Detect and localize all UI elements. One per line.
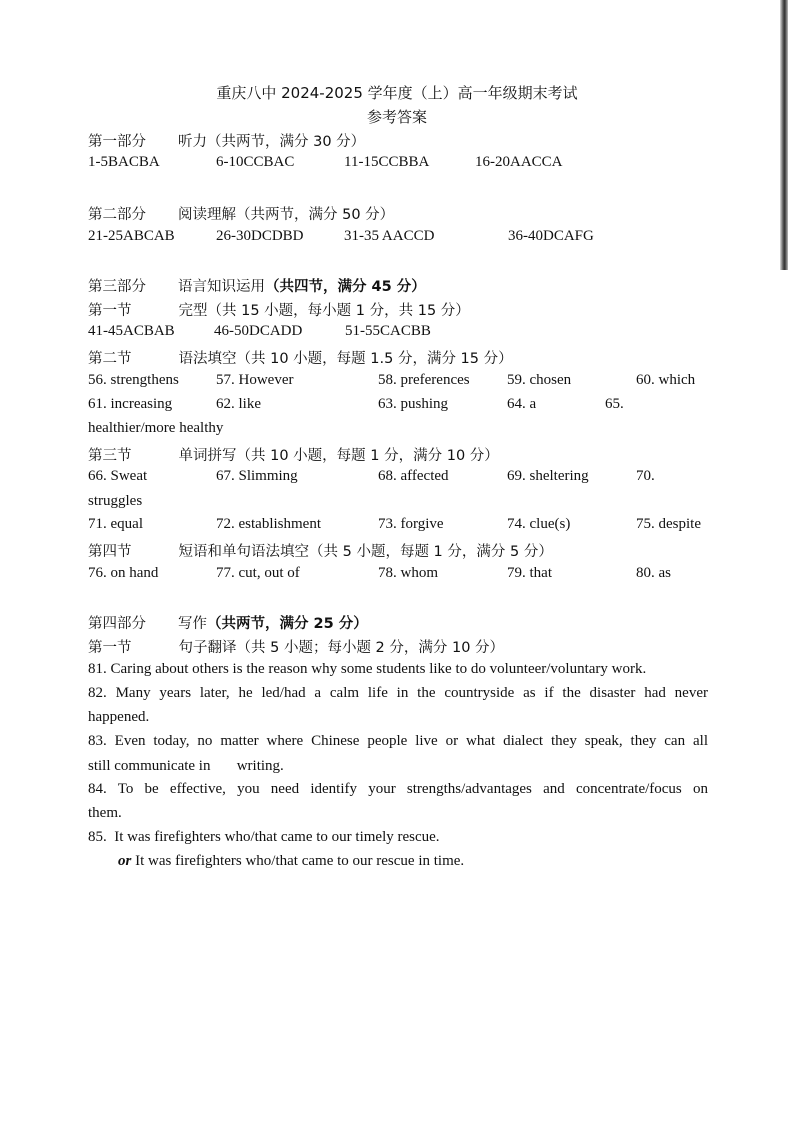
answer-item: 61. increasing	[88, 396, 173, 412]
translation-82-line1: 82. Many years later, he led/had a calm life in the countryside as if the disaster had never	[88, 685, 708, 701]
answer-group: 26-30DCDBD	[216, 228, 304, 244]
answer-item: 63. pushing	[378, 396, 449, 412]
answer-item: 64. a	[507, 396, 537, 412]
answer-group: 46-50DCADD	[214, 323, 303, 339]
or-label: or	[118, 853, 132, 869]
answer-item: 59. chosen	[507, 372, 572, 388]
part3-sec1-heading	[88, 299, 470, 320]
document-title: 重庆八中 2024-2025 学年度（上）高一年级期末考试	[216, 84, 578, 102]
answer-item: 68. affected	[378, 468, 449, 484]
part3-sec2-row2	[88, 396, 768, 418]
translation-81: 81. Caring about others is the reason why some students like to do volunteer/voluntary work.	[88, 661, 647, 677]
part3-sec3-heading	[88, 444, 499, 465]
answer-item: 70.	[636, 468, 655, 484]
part3-sec2-row1	[88, 372, 768, 394]
part3-label: 第三部分	[88, 279, 146, 295]
part3-sec2-heading	[88, 347, 513, 368]
answer-item: 74. clue(s)	[507, 516, 571, 532]
part1-answers	[88, 154, 768, 176]
answer-item: 71. equal	[88, 516, 143, 532]
answer-item: 79. that	[507, 565, 552, 581]
part2-heading	[88, 203, 394, 224]
part3-heading	[88, 275, 426, 296]
answer-group: 16-20AACCA	[475, 154, 563, 170]
part4-label: 第四部分	[88, 616, 146, 632]
part4-heading	[88, 612, 368, 633]
answer-item: 78. whom	[378, 565, 438, 581]
answer-item: 57. However	[216, 372, 294, 388]
part3-sec4-row1	[88, 565, 768, 587]
translation-85-alt-text: It was firefighters who/that came to our rescue in time.	[131, 853, 465, 869]
part2-label: 第二部分	[88, 207, 146, 223]
part3-sec4-heading	[88, 540, 553, 561]
part3-desc-bold: （共四节，满分 45 分）	[265, 279, 426, 295]
translation-83-line2: still communicate in writing.	[88, 758, 284, 774]
part4-desc-bold: （共两节，满分 25 分）	[207, 616, 368, 632]
part3-sec3-row1	[88, 468, 768, 490]
part1-label: 第一部分	[88, 134, 146, 150]
part4-desc: 写作	[178, 616, 207, 632]
answer-item: 62. like	[216, 396, 261, 412]
answer-continuation: healthier/more healthy	[88, 420, 224, 436]
answer-group: 41-45ACBAB	[88, 323, 175, 339]
sec1-label: 第一节	[88, 640, 132, 656]
document-subtitle: 参考答案	[366, 108, 427, 126]
part3-desc: 语言知识运用	[178, 279, 265, 295]
translation-85-alternative	[118, 853, 464, 870]
answer-item: 80. as	[636, 565, 671, 581]
scan-edge-shadow	[780, 0, 788, 270]
answer-group: 51-55CACBB	[345, 323, 431, 339]
part1-desc: 听力（共两节，满分 30 分）	[178, 134, 366, 150]
translation-82-line2: happened.	[88, 709, 150, 725]
answer-item: 60. which	[636, 372, 696, 388]
answer-item: 69. sheltering	[507, 468, 589, 484]
sec2-label: 第二节	[88, 351, 132, 367]
sec4-label: 第四节	[88, 544, 132, 560]
sec4-desc: 短语和单句语法填空（共 5 小题，每题 1 分，满分 5 分）	[178, 544, 553, 560]
answer-item: 77. cut, out of	[216, 565, 300, 581]
translation-83-line1: 83. Even today, no matter where Chinese people live or what dialect they speak, they can all	[88, 733, 708, 749]
answer-group: 31-35 AACCD	[344, 228, 435, 244]
answer-item: 67. Slimming	[216, 468, 298, 484]
translation-85: 85. It was firefighters who/that came to our timely rescue.	[88, 829, 440, 845]
part3-sec1-answers	[88, 323, 768, 345]
answer-item: 58. preferences	[378, 372, 470, 388]
sec1-desc: 句子翻译（共 5 小题；每小题 2 分，满分 10 分）	[178, 640, 505, 656]
part2-desc: 阅读理解（共两节，满分 50 分）	[178, 207, 395, 223]
translation-84-line2: them.	[88, 805, 122, 821]
part4-sec1-heading	[88, 636, 504, 657]
answer-item: 75. despite	[636, 516, 701, 532]
sec3-desc: 单词拼写（共 10 小题，每题 1 分，满分 10 分）	[178, 448, 499, 464]
answer-group: 21-25ABCAB	[88, 228, 175, 244]
sec3-label: 第三节	[88, 448, 132, 464]
sec2-desc: 语法填空（共 10 小题，每题 1.5 分，满分 15 分）	[178, 351, 513, 367]
sec1-desc: 完型（共 15 小题，每小题 1 分，共 15 分）	[178, 303, 470, 319]
answer-group: 1-5BACBA	[88, 154, 160, 170]
answer-group: 6-10CCBAC	[216, 154, 295, 170]
answer-item: 76. on hand	[88, 565, 159, 581]
answer-item: 66. Sweat	[88, 468, 148, 484]
part2-answers	[88, 228, 768, 250]
part3-sec3-row2	[88, 516, 768, 538]
answer-group: 11-15CCBBA	[344, 154, 430, 170]
answer-item: 72. establishment	[216, 516, 321, 532]
sec1-label: 第一节	[88, 303, 132, 319]
answer-item: 65.	[605, 396, 624, 412]
answer-item: 56. strengthens	[88, 372, 179, 388]
answer-continuation: struggles	[88, 493, 143, 509]
answer-group: 36-40DCAFG	[508, 228, 594, 244]
part1-heading	[88, 130, 365, 151]
translation-84-line1: 84. To be effective, you need identify your strengths/advantages and concentrate/focus on	[88, 781, 708, 797]
answer-item: 73. forgive	[378, 516, 444, 532]
